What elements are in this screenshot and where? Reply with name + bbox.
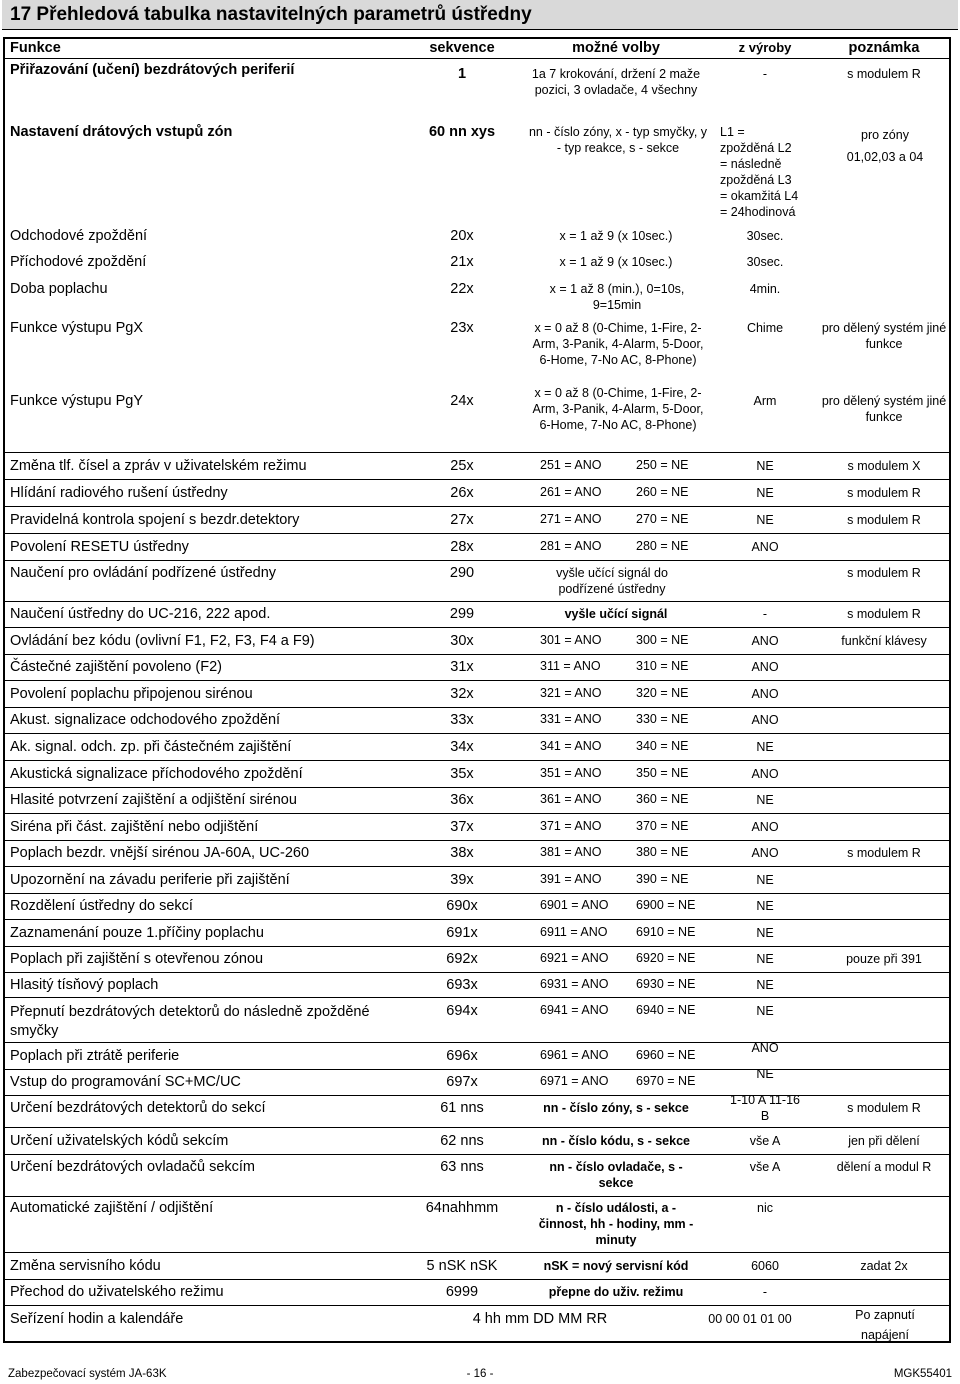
row-sequence: 62 nns	[440, 1133, 484, 1149]
row-default: 1-10 A 11-16 B	[730, 1093, 800, 1123]
row-function: Siréna při část. zajištění nebo odjištění	[10, 819, 259, 835]
table-row	[0, 458, 960, 474]
row-no-option: 300 = NE	[636, 633, 689, 647]
row-function: Určení bezdrátových detektorů do sekcí	[10, 1100, 266, 1116]
row-default: NE	[756, 459, 774, 473]
row-default: 30sec.	[746, 229, 784, 243]
table-row	[0, 1133, 960, 1149]
row-no-option: 370 = NE	[636, 819, 689, 833]
footer-right: MGK55401	[893, 1368, 952, 1380]
row-divider	[5, 1305, 949, 1306]
row-sequence: 697x	[446, 1074, 478, 1090]
row-sequence: 691x	[446, 925, 478, 941]
row-note: s modulem X	[847, 459, 921, 473]
row-sequence: 63 nns	[440, 1159, 484, 1175]
row-default: ANO	[751, 540, 779, 554]
row-default: ANO	[751, 687, 779, 701]
header-volby: možné volby	[572, 40, 660, 56]
row-function: Povolení RESETU ústředny	[10, 539, 189, 555]
row-default: NE	[756, 978, 774, 992]
row-sequence: 694x	[446, 1003, 478, 1019]
row-sequence: 20x	[450, 228, 474, 244]
row-yes-option: 6961 = ANO	[540, 1048, 609, 1062]
row-yes-option: 6921 = ANO	[540, 951, 609, 965]
table-row	[0, 1308, 960, 1342]
table-row	[0, 485, 960, 501]
row-function: Akustická signalizace příchodového zpoždění	[10, 766, 303, 782]
row-default: -	[762, 1285, 768, 1299]
row-sequence: 37x	[450, 819, 474, 835]
row-divider	[5, 479, 949, 480]
row-sequence: 30x	[450, 633, 474, 649]
row-default: ANO	[751, 1041, 779, 1055]
row-no-option: 350 = NE	[636, 766, 689, 780]
row-options: x = 0 až 8 (0-Chime, 1-Fire, 2-Arm, 3-Panik, 4-Alarm, 5-Door, 6-Home, 7-No AC, 8-Phone)	[532, 321, 704, 367]
row-yes-option: 371 = ANO	[540, 819, 602, 833]
row-sequence: 690x	[446, 898, 478, 914]
row-note: pro zóny 01,02,03 a 04	[846, 128, 924, 164]
row-default: -	[762, 67, 768, 81]
row-note: s modulem R	[847, 486, 921, 500]
row-default: ANO	[751, 713, 779, 727]
row-sequence: 4 hh mm DD MM RR	[472, 1311, 608, 1327]
row-function: Funkce výstupu PgX	[10, 320, 143, 336]
row-sequence: 21x	[450, 254, 474, 270]
row-function: Poplach při zajištění s otevřenou zónou	[10, 951, 264, 967]
table-row	[0, 1159, 960, 1190]
row-yes-option: 341 = ANO	[540, 739, 602, 753]
row-options: vyšle učící signál do podřízené ústředny	[556, 566, 668, 596]
row-function: Zaznamenání pouze 1.příčiny poplachu	[10, 925, 264, 941]
row-sequence: 26x	[450, 485, 474, 501]
row-yes-option: 321 = ANO	[540, 686, 602, 700]
row-default: NE	[756, 1004, 774, 1018]
row-function: Naučení ústředny do UC-216, 222 apod.	[10, 606, 271, 622]
row-sequence: 6999	[445, 1284, 479, 1300]
row-function: Hlasitý tísňový poplach	[10, 977, 159, 993]
row-function: Hlídání radiového rušení ústředny	[10, 485, 228, 501]
row-default: L1 = zpožděná L2 = následně zpožděná L3 = okamžitá L4 = 24hodinová	[720, 125, 799, 219]
row-divider	[5, 840, 949, 841]
row-sequence: 38x	[450, 845, 474, 861]
row-divider	[5, 680, 949, 681]
row-note: funkční klávesy	[841, 634, 927, 648]
row-no-option: 6940 = NE	[636, 1003, 696, 1017]
table-row	[0, 898, 960, 914]
row-yes-option: 391 = ANO	[540, 872, 602, 886]
row-divider	[5, 654, 949, 655]
row-function: Poplach bezdr. vnější sirénou JA-60A, UC-260	[10, 845, 310, 861]
table-row	[0, 228, 960, 244]
row-function: Ovládání bez kódu (ovlivní F1, F2, F3, F4 a F9)	[10, 633, 315, 649]
table-row	[0, 872, 960, 888]
row-default: ANO	[751, 634, 779, 648]
row-sequence: 32x	[450, 686, 474, 702]
row-function: Pravidelná kontrola spojení s bezdr.detektory	[10, 512, 300, 528]
row-divider	[5, 1095, 949, 1096]
row-options: nn - číslo zóny, x - typ smyčky, y - typ reakce, s - sekce	[528, 125, 708, 155]
row-divider	[5, 972, 949, 973]
row-note: jen při dělení	[848, 1134, 920, 1148]
row-function: Rozdělení ústředny do sekcí	[10, 898, 193, 914]
row-note: zadat 2x	[860, 1259, 908, 1273]
row-divider	[5, 866, 949, 867]
row-divider	[5, 893, 949, 894]
row-sequence: 692x	[446, 951, 478, 967]
row-note: Po zapnutí napájení	[855, 1308, 915, 1342]
row-function: Příchodové zpoždění	[10, 254, 147, 270]
row-sequence: 299	[449, 606, 475, 622]
table-row	[0, 686, 960, 702]
row-yes-option: 261 = ANO	[540, 485, 602, 499]
row-function: Částečné zajištění povoleno (F2)	[10, 659, 222, 675]
row-sequence: 61 nns	[440, 1100, 484, 1116]
table-row	[0, 1067, 960, 1090]
table-row	[0, 539, 960, 555]
row-no-option: 250 = NE	[636, 458, 689, 472]
table-row	[0, 565, 960, 596]
row-no-option: 390 = NE	[636, 872, 689, 886]
row-function: Poplach při ztrátě periferie	[10, 1048, 180, 1064]
row-sequence: 22x	[450, 281, 474, 297]
row-yes-option: 281 = ANO	[540, 539, 602, 553]
row-options: x = 1 až 9 (x 10sec.)	[559, 229, 673, 243]
table-row	[0, 951, 960, 967]
row-no-option: 260 = NE	[636, 485, 689, 499]
row-yes-option: 351 = ANO	[540, 766, 602, 780]
row-default: NE	[756, 1067, 774, 1081]
table-row	[0, 659, 960, 675]
row-yes-option: 6941 = ANO	[540, 1003, 609, 1017]
row-function: Akust. signalizace odchodového zpoždění	[10, 712, 281, 728]
row-sequence: 696x	[446, 1048, 478, 1064]
row-divider	[5, 733, 949, 734]
row-no-option: 6910 = NE	[636, 925, 696, 939]
header-divider	[5, 58, 949, 59]
table-row	[0, 845, 960, 861]
table-row	[0, 1258, 960, 1274]
row-no-option: 280 = NE	[636, 539, 689, 553]
row-sequence: 24x	[450, 393, 474, 409]
row-divider	[5, 506, 949, 507]
row-divider	[5, 919, 949, 920]
row-function: Doba poplachu	[10, 281, 108, 297]
row-default: 6060	[751, 1259, 779, 1273]
row-options: x = 1 až 8 (min.), 0=10s, 9=15min	[549, 282, 685, 312]
row-default: vše A	[749, 1160, 781, 1174]
table-row	[0, 62, 960, 97]
row-note: s modulem R	[847, 513, 921, 527]
row-yes-option: 271 = ANO	[540, 512, 602, 526]
row-note: s modulem R	[847, 607, 921, 621]
table-row	[0, 633, 960, 649]
row-sequence: 39x	[450, 872, 474, 888]
row-yes-option: 6901 = ANO	[540, 898, 609, 912]
row-divider	[5, 1127, 949, 1128]
row-yes-option: 6931 = ANO	[540, 977, 609, 991]
row-default: ANO	[751, 846, 779, 860]
row-divider	[5, 787, 949, 788]
row-sequence: 23x	[450, 320, 474, 336]
row-no-option: 360 = NE	[636, 792, 689, 806]
row-function: Odchodové zpoždění	[10, 228, 148, 244]
row-sequence: 33x	[450, 712, 474, 728]
row-default: ANO	[751, 660, 779, 674]
row-function: Změna tlf. čísel a zpráv v uživatelském režimu	[10, 458, 307, 474]
row-note: pouze při 391	[846, 952, 922, 966]
row-no-option: 6930 = NE	[636, 977, 696, 991]
header-poznamka: poznámka	[848, 40, 920, 56]
table-row	[0, 766, 960, 782]
row-default: NE	[756, 740, 774, 754]
row-function: Změna servisního kódu	[10, 1258, 161, 1274]
row-no-option: 320 = NE	[636, 686, 689, 700]
table-row	[0, 977, 960, 993]
row-divider	[5, 452, 949, 453]
row-note: pro dělený systém jiné funkce	[821, 394, 947, 424]
row-divider	[5, 1196, 949, 1197]
row-note: pro dělený systém jiné funkce	[821, 321, 947, 351]
row-options: vyšle učící signál	[564, 607, 668, 621]
row-function: Vstup do programování SC+MC/UC	[10, 1074, 241, 1090]
row-default: NE	[756, 486, 774, 500]
row-options: n - číslo události, a - činnost, hh - hodiny, mm - minuty	[538, 1201, 694, 1247]
row-no-option: 6960 = NE	[636, 1048, 696, 1062]
row-note: s modulem R	[847, 566, 921, 580]
row-divider	[5, 946, 949, 947]
row-sequence: 693x	[446, 977, 478, 993]
row-function: Přepnutí bezdrátových detektorů do následně zpožděné smyčky	[10, 1004, 370, 1039]
row-options: x = 0 až 8 (0-Chime, 1-Fire, 2-Arm, 3-Panik, 4-Alarm, 5-Door, 6-Home, 7-No AC, 8-Phone)	[532, 386, 704, 432]
row-no-option: 6900 = NE	[636, 898, 696, 912]
row-default: vše A	[749, 1134, 781, 1148]
table-header	[0, 40, 960, 56]
row-no-option: 340 = NE	[636, 739, 689, 753]
row-sequence: 28x	[450, 539, 474, 555]
row-function: Určení bezdrátových ovladačů sekcím	[10, 1159, 255, 1175]
row-sequence: 35x	[450, 766, 474, 782]
row-sequence: 1	[457, 66, 467, 82]
row-default: ANO	[751, 767, 779, 781]
row-function: Funkce výstupu PgY	[10, 393, 143, 409]
row-no-option: 6920 = NE	[636, 951, 696, 965]
row-note: s modulem R	[847, 1101, 921, 1115]
row-sequence: 25x	[450, 458, 474, 474]
row-no-option: 380 = NE	[636, 845, 689, 859]
row-function: Ak. signal. odch. zp. při částečném zajištění	[10, 739, 292, 755]
row-divider	[5, 627, 949, 628]
row-yes-option: 381 = ANO	[540, 845, 602, 859]
row-options: x = 1 až 9 (x 10sec.)	[559, 255, 673, 269]
row-default: -	[762, 607, 768, 621]
row-sequence: 34x	[450, 739, 474, 755]
row-function: Nastavení drátových vstupů zón	[10, 124, 233, 140]
row-divider	[5, 1154, 949, 1155]
footer-page-number: - 16 -	[466, 1368, 494, 1380]
header-sekvence: sekvence	[429, 40, 495, 56]
table-row	[0, 254, 960, 270]
row-divider	[5, 760, 949, 761]
header-vyroba: z výroby	[738, 40, 792, 55]
row-note: s modulem R	[847, 67, 921, 81]
row-sequence: 31x	[450, 659, 474, 675]
table-row	[0, 385, 960, 432]
table-row	[0, 792, 960, 808]
row-function: Povolení poplachu připojenou sirénou	[10, 686, 253, 702]
row-default: Arm	[753, 394, 777, 408]
table-row	[0, 1093, 960, 1123]
row-note: s modulem R	[847, 846, 921, 860]
row-divider	[5, 813, 949, 814]
table-row	[0, 712, 960, 728]
row-yes-option: 251 = ANO	[540, 458, 602, 472]
row-default: NE	[756, 899, 774, 913]
row-sequence: 64nahhmm	[425, 1200, 499, 1216]
row-function: Upozornění na závadu periferie při zajištění	[10, 872, 290, 888]
row-no-option: 6970 = NE	[636, 1074, 696, 1088]
row-sequence: 5 nSK nSK	[426, 1258, 498, 1274]
row-options: přepne do uživ. režimu	[548, 1285, 684, 1299]
table-row	[0, 512, 960, 528]
row-default: NE	[756, 513, 774, 527]
row-default: nic	[757, 1201, 773, 1215]
row-divider	[5, 560, 949, 561]
row-function: Naučení pro ovládání podřízené ústředny	[10, 565, 277, 581]
row-no-option: 310 = NE	[636, 659, 689, 673]
row-function: Určení uživatelských kódů sekcím	[10, 1133, 229, 1149]
row-options: nn - číslo zóny, s - sekce	[543, 1101, 689, 1115]
row-function: Přiřazování (učení) bezdrátových periferií	[10, 62, 295, 78]
row-default: 00 00 01 01 00	[708, 1312, 792, 1326]
row-yes-option: 301 = ANO	[540, 633, 602, 647]
row-default: ANO	[751, 820, 779, 834]
footer-left: Zabezpečovací systém JA-63K	[8, 1368, 167, 1380]
row-function: Automatické zajištění / odjištění	[10, 1200, 214, 1216]
row-divider	[5, 533, 949, 534]
row-divider	[5, 1252, 949, 1253]
row-function: Hlasité potvrzení zajištění a odjištění sirénou	[10, 792, 297, 808]
row-options: nn - číslo kódu, s - sekce	[542, 1134, 690, 1148]
table-row	[0, 925, 960, 941]
row-function: Seřízení hodin a kalendáře	[10, 1311, 184, 1327]
row-options: 1a 7 krokování, držení 2 maže pozici, 3 ovladače, 4 všechny	[531, 67, 701, 97]
row-divider	[5, 997, 949, 998]
row-sequence: 290	[449, 565, 475, 581]
row-divider	[5, 1279, 949, 1280]
row-yes-option: 6911 = ANO	[540, 925, 608, 939]
table-row	[0, 606, 960, 622]
row-default: Chime	[746, 321, 784, 335]
table-row	[0, 739, 960, 755]
table-row	[0, 1284, 960, 1300]
table-row	[0, 1003, 960, 1039]
row-sequence: 60 nn xys	[428, 124, 496, 140]
row-options: nSK = nový servisní kód	[543, 1259, 689, 1273]
row-yes-option: 6971 = ANO	[540, 1074, 609, 1088]
row-yes-option: 331 = ANO	[540, 712, 602, 726]
row-divider	[5, 601, 949, 602]
row-yes-option: 361 = ANO	[540, 792, 602, 806]
table-row	[0, 1200, 960, 1247]
row-default: 4min.	[749, 282, 781, 296]
table-row	[0, 281, 960, 312]
row-default: NE	[756, 926, 774, 940]
table-row	[0, 819, 960, 835]
row-default: NE	[756, 873, 774, 887]
table-row	[0, 320, 960, 367]
header-funkce: Funkce	[10, 40, 61, 56]
page-title: 17 Přehledová tabulka nastavitelných parametrů ústředny	[2, 0, 958, 30]
table-row	[0, 124, 960, 219]
row-sequence: 36x	[450, 792, 474, 808]
row-no-option: 330 = NE	[636, 712, 689, 726]
row-function: Přechod do uživatelského režimu	[10, 1284, 224, 1300]
row-note: dělení a modul R	[836, 1160, 932, 1174]
table-row	[0, 1041, 960, 1064]
row-no-option: 270 = NE	[636, 512, 689, 526]
row-default: 30sec.	[746, 255, 784, 269]
row-default: NE	[756, 952, 774, 966]
row-default: NE	[756, 793, 774, 807]
row-divider	[5, 707, 949, 708]
row-sequence: 27x	[450, 512, 474, 528]
row-options: nn - číslo ovladače, s - sekce	[549, 1160, 683, 1190]
row-yes-option: 311 = ANO	[540, 659, 601, 673]
